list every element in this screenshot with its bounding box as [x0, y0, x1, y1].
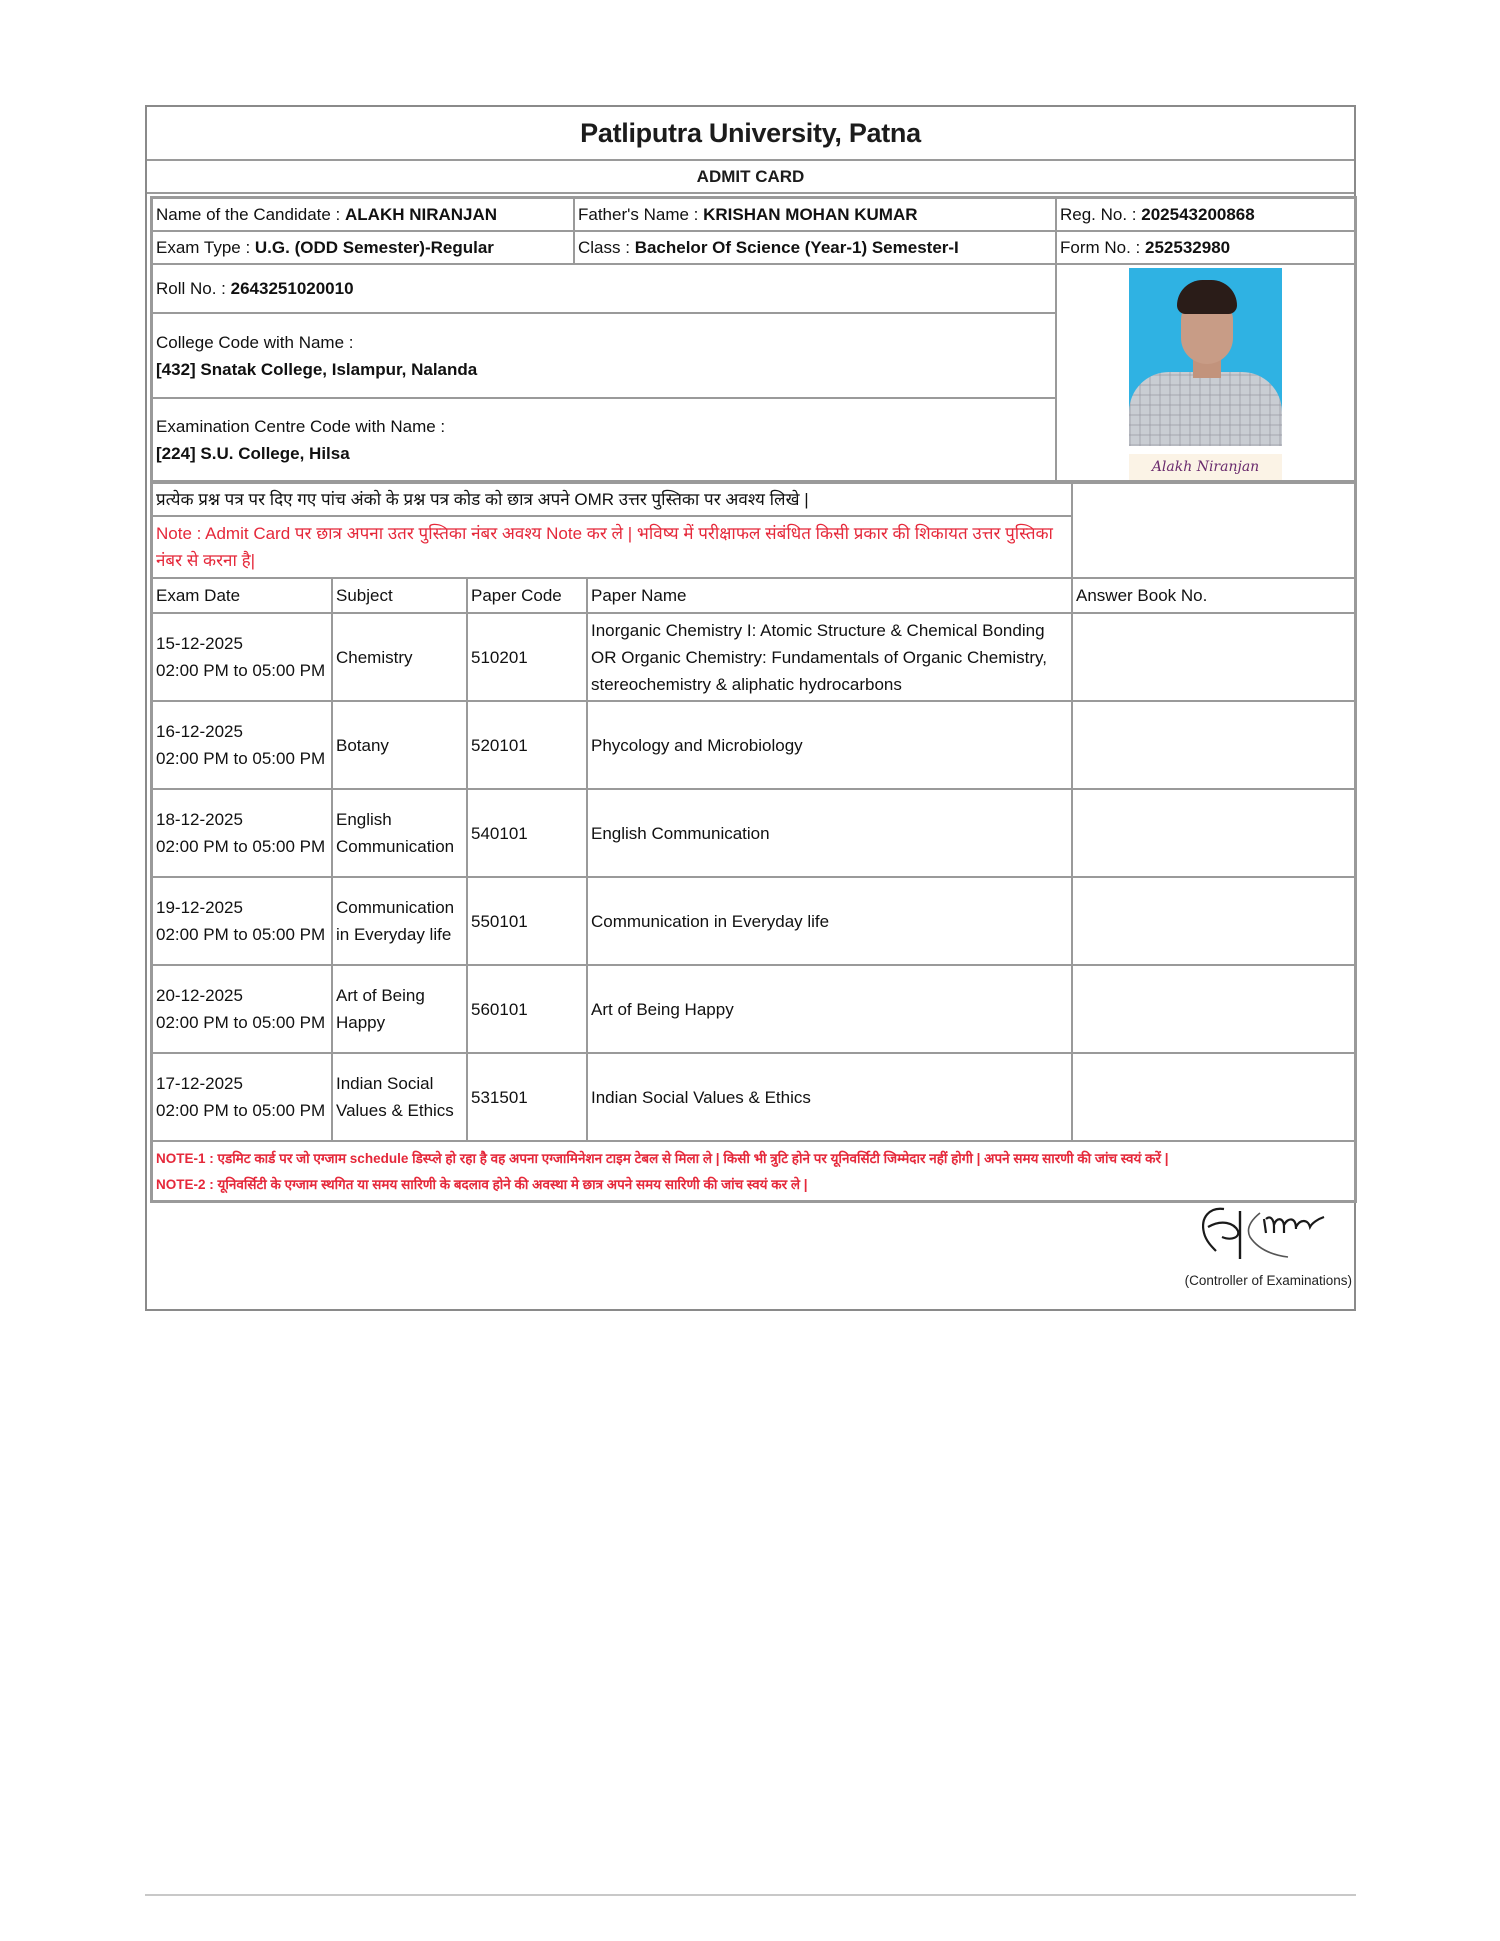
- exam-date-cell: 19-12-2025 02:00 PM to 05:00 PM: [152, 877, 332, 965]
- exam-date-cell: 15-12-2025 02:00 PM to 05:00 PM: [152, 613, 332, 701]
- omr-instruction: प्रत्येक प्रश्न पत्र पर दिए गए पांच अंको के प्रश्न पत्र कोड को छात्र अपने OMR उत्तर पुस्तिका पर अवश्य लिखे |: [152, 483, 1072, 516]
- subject-cell: Chemistry: [332, 613, 467, 701]
- roll-no-value: 2643251020010: [230, 279, 354, 298]
- reg-no-label: Reg. No. :: [1060, 205, 1142, 224]
- subject-cell: English Communication: [332, 789, 467, 877]
- col-header-exam-date: Exam Date: [152, 578, 332, 613]
- paper-code-cell: 540101: [467, 789, 587, 877]
- father-name-field: [574, 198, 1056, 231]
- exam-type-label: Exam Type :: [156, 238, 255, 257]
- subject-cell: Indian Social Values & Ethics: [332, 1053, 467, 1141]
- roll-no-label: Roll No. :: [156, 279, 231, 298]
- exam-centre-label: Examination Centre Code with Name :: [156, 416, 446, 436]
- form-no-value: 252532980: [1145, 238, 1231, 257]
- university-title: Patliputra University, Patna: [147, 107, 1354, 161]
- col-header-answer-book: Answer Book No.: [1072, 578, 1355, 613]
- subject-cell: Art of Being Happy: [332, 965, 467, 1053]
- admit-card: [145, 105, 1356, 1311]
- paper-code-cell: 560101: [467, 965, 587, 1053]
- table-row: [152, 877, 1355, 965]
- instruction-blank-cell: [1072, 483, 1355, 578]
- class-field: [574, 231, 1056, 264]
- paper-name-cell: Art of Being Happy: [587, 965, 1072, 1053]
- paper-name-cell: Phycology and Microbiology: [587, 701, 1072, 789]
- candidate-name-label: Name of the Candidate :: [156, 205, 346, 224]
- paper-code-cell: 550101: [467, 877, 587, 965]
- reg-no-value: 202543200868: [1141, 205, 1255, 224]
- exam-centre-field: [152, 398, 1056, 481]
- paper-name-cell: English Communication: [587, 789, 1072, 877]
- paper-name-cell: Inorganic Chemistry I: Atomic Structure & Chemical Bonding OR Organic Chemistry: Fundamentals of Organic Chemistry, stereochemistry & aliphatic hydrocarbons: [587, 613, 1072, 701]
- answer-book-cell: [1072, 701, 1355, 789]
- candidate-signature: Alakh Niranjan: [1129, 454, 1282, 480]
- controller-signature-icon: [1192, 1197, 1342, 1267]
- candidate-name-value: ALAKH NIRANJAN: [345, 205, 498, 224]
- answer-book-cell: [1072, 965, 1355, 1053]
- table-row: [152, 965, 1355, 1053]
- college-field: [152, 313, 1056, 398]
- note-1: NOTE-1 : एडमिट कार्ड पर जो एग्जाम schedule डिस्प्ले हो रहा है वह अपना एग्जामिनेशन टाइम टेबल से मिला ले | किसी भी त्रुटि होने पर यूनिवर्सिटी जिम्मेदार नहीं होगी | अपने समय सारणी की जांच स्वयं करें |: [156, 1151, 1169, 1166]
- candidate-photo: [1129, 268, 1282, 446]
- class-value: Bachelor Of Science (Year-1) Semester-I: [634, 238, 959, 257]
- exam-centre-value: [224] S.U. College, Hilsa: [156, 443, 350, 463]
- col-header-subject: Subject: [332, 578, 467, 613]
- table-row: [152, 701, 1355, 789]
- paper-name-cell: Indian Social Values & Ethics: [587, 1053, 1072, 1141]
- paper-code-cell: 520101: [467, 701, 587, 789]
- table-row: [152, 789, 1355, 877]
- subject-cell: Communication in Everyday life: [332, 877, 467, 965]
- father-name-value: KRISHAN MOHAN KUMAR: [703, 205, 918, 224]
- subject-cell: Botany: [332, 701, 467, 789]
- candidate-name-field: [152, 198, 574, 231]
- schedule-header-row: [152, 578, 1355, 613]
- roll-row: [152, 264, 1355, 313]
- col-header-paper-code: Paper Code: [467, 578, 587, 613]
- exam-date-cell: 20-12-2025 02:00 PM to 05:00 PM: [152, 965, 332, 1053]
- college-value: [432] Snatak College, Islampur, Nalanda: [156, 359, 478, 379]
- exam-type-value: U.G. (ODD Semester)-Regular: [254, 238, 494, 257]
- answer-book-cell: [1072, 1053, 1355, 1141]
- reg-no-field: [1056, 198, 1355, 231]
- exam-type-field: [152, 231, 574, 264]
- answer-book-note: Note : Admit Card पर छात्र अपना उतर पुस्तिका नंबर अवश्य Note कर ले | भविष्य में परीक्षाफल संबंधित किसी प्रकार की शिकायत उत्तर पुस्तिका नंबर से करना है|: [152, 516, 1072, 578]
- notes-cell: [152, 1141, 1355, 1201]
- info-row-1: [152, 198, 1355, 231]
- exam-date-cell: 18-12-2025 02:00 PM to 05:00 PM: [152, 789, 332, 877]
- form-no-label: Form No. :: [1060, 238, 1146, 257]
- exam-date-cell: 17-12-2025 02:00 PM to 05:00 PM: [152, 1053, 332, 1141]
- note-2: NOTE-2 : यूनिवर्सिटी के एग्जाम स्थगित या समय सारिणी के बदलाव होने की अवस्था मे छात्र अपने समय सारिणी की जांच स्वयं कर ले |: [156, 1177, 808, 1192]
- page-footer-divider: [145, 1894, 1356, 1896]
- roll-no-field: [152, 264, 1056, 313]
- controller-designation: (Controller of Examinations): [1184, 1273, 1352, 1288]
- photo-cell: [1056, 264, 1355, 481]
- col-header-paper-name: Paper Name: [587, 578, 1072, 613]
- class-label: Class :: [578, 238, 635, 257]
- answer-book-cell: [1072, 789, 1355, 877]
- document-title: ADMIT CARD: [147, 161, 1354, 194]
- paper-code-cell: 510201: [467, 613, 587, 701]
- answer-book-cell: [1072, 877, 1355, 965]
- college-label: College Code with Name :: [156, 332, 354, 352]
- answer-book-cell: [1072, 613, 1355, 701]
- paper-code-cell: 531501: [467, 1053, 587, 1141]
- table-row: [152, 613, 1355, 701]
- form-no-field: [1056, 231, 1355, 264]
- controller-signature-block: [1052, 1197, 1352, 1297]
- father-name-label: Father's Name :: [578, 205, 704, 224]
- notes-row: [152, 1141, 1355, 1201]
- omr-instruction-row: [152, 483, 1355, 516]
- info-row-2: [152, 231, 1355, 264]
- schedule-table: [150, 483, 1357, 1203]
- table-row: [152, 1053, 1355, 1141]
- paper-name-cell: Communication in Everyday life: [587, 877, 1072, 965]
- candidate-info-table: [150, 196, 1357, 483]
- exam-date-cell: 16-12-2025 02:00 PM to 05:00 PM: [152, 701, 332, 789]
